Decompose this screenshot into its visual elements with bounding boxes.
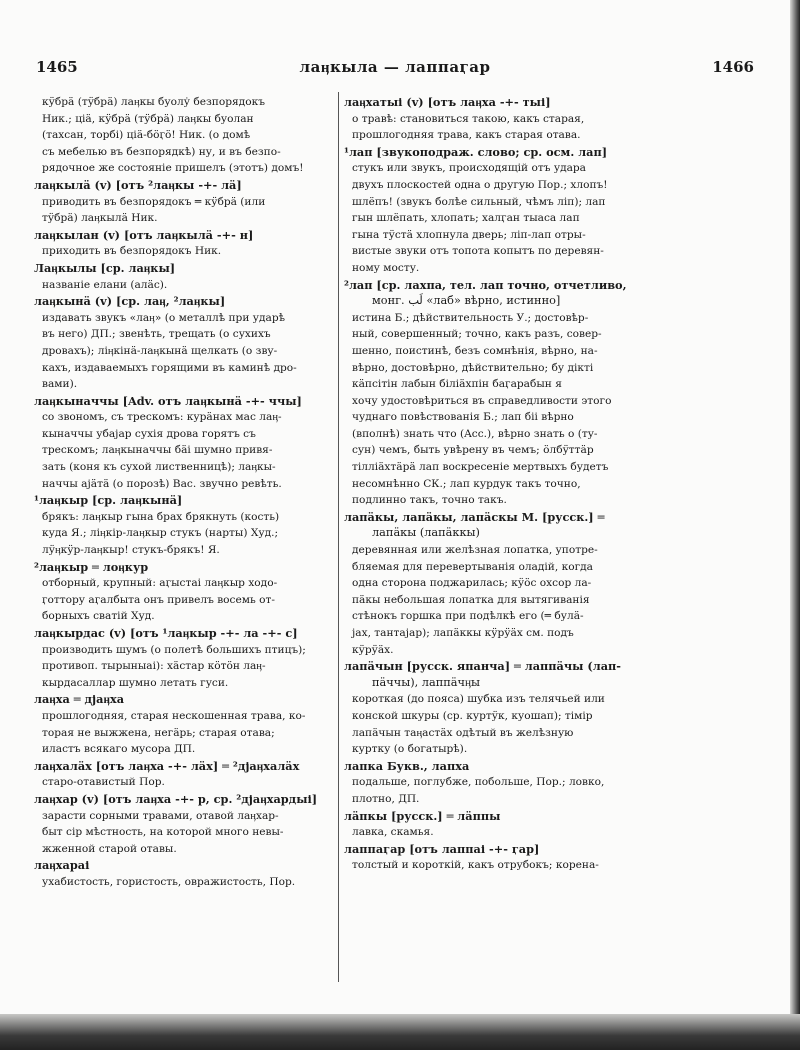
entry-text-line: ӷоттору аӷалбыта онъ привелъ восемь от- <box>42 593 275 606</box>
entry-text-line: гын шлёпать, хлопать; халӷан тыаса лап <box>352 212 580 225</box>
entry-headword: лаӊкылӓ (v) [отъ ²лаӊкы -+- лӓ] <box>34 177 242 192</box>
entry-text-line: кӱрӱӓх. <box>352 643 394 656</box>
entry-text-line: пӓччы), лаппӓчӊы <box>372 675 480 689</box>
entry-text-line: въ него) ДП.; звенѣть, трещать (о сухихъ <box>42 328 271 341</box>
entry-headword: ¹лап [звукоподраж. слово; ср. осм. лап] <box>344 144 608 159</box>
entry-text-line: сун) чемъ, быть увѣрену въ чемъ; ӧлбӱттӓр <box>352 444 594 457</box>
entry-headword: лаӊхалӓх [отъ лаӊха -+- лӓх] ═ ²дјаӊхалӓх <box>34 758 300 773</box>
entry-text-line: со звономъ, съ трескомъ: курӓнах мас лаӊ- <box>42 411 282 424</box>
entry-text-line: лавка, скамья. <box>352 826 434 839</box>
entry-text-line: съ мебелью въ безпорядкѣ) ну, и въ безпо- <box>42 145 281 158</box>
entry-text-line: одна сторона поджарилась; кӱӧс охсор ла- <box>352 577 592 590</box>
entry-headword: Лаӊкылы [ср. лаӊкы] <box>34 260 176 275</box>
entry-text-line: торая не выжжена, негӓрь; старая отава; <box>42 726 275 739</box>
entry-text-line: кырдасаллар шумно летать гуси. <box>42 676 229 689</box>
entry-headword: лӓпкы [русск.] ═ лӓппы <box>344 808 501 823</box>
right-column <box>344 94 634 874</box>
entry-text-line: стѣнокъ горшка при подѣлкѣ его (═ булӓ- <box>352 610 584 623</box>
entry-text-line: кыначчы убајар сухія дрова горятъ съ <box>42 427 256 440</box>
entry-headword: лаӊкырдас (v) [отъ ¹лаӊкыр -+- ла -+- с] <box>34 626 298 640</box>
entry-text-line: подальше, поглубже, побольше, Пор.; ловко, <box>352 776 605 789</box>
page-header <box>36 58 754 80</box>
entry-headword: лапӓчын [русск. япанча] ═ лаппӓчы (лап- <box>344 659 621 674</box>
entry-text-line: кӓпсітін лабын біліӓхпін баӷарабын я <box>352 378 562 391</box>
entry-headword: ¹лаӊкыр [ср. лаӊкынӓ] <box>34 493 183 508</box>
entry-text-line: приводить въ безпорядокъ ═ кӱбрӓ (или <box>42 195 266 208</box>
entry-text-line: пӓкы небольшая лопатка для вытягиванія <box>352 593 590 606</box>
entry-text-line: кахъ, издаваемыхъ горящими въ каминѣ дро- <box>42 361 297 374</box>
entry-text-line: бляемая для перевертыванія оладій, когда <box>352 560 593 573</box>
entry-headword: лаӊхараі <box>34 858 90 873</box>
entry-text-line: шенно, поистинѣ, безъ сомнѣнія, вѣрно, на- <box>352 344 598 357</box>
entry-text-line: кӱбрӓ (тӱбрӓ) лаӊкы буолу̇ безпорядокъ <box>42 96 265 108</box>
entry-headword: лапка Букв., лапха <box>344 758 470 773</box>
entry-text-line: подлинно такъ, точно такъ. <box>352 494 507 507</box>
entry-text-line: лапӓкы (лапӓккы) <box>372 526 480 540</box>
entry-text-line: ный, совершенный; точно, какъ разъ, совер- <box>352 328 602 341</box>
entry-text-line: брякъ: лаӊкыр гына брах брякнуть (кость) <box>42 510 280 523</box>
entry-text-line: иластъ всякаго мусора ДП. <box>42 743 196 756</box>
entry-text-line: јах, тантајар); лапӓккы кӱрӱӓх см. подъ <box>352 627 574 639</box>
left-column <box>34 94 332 891</box>
entry-text-line: прошлогодняя трава, какъ старая отава. <box>352 129 581 142</box>
page-edge-shadow-bottom <box>0 1014 800 1050</box>
entry-text-line: зать (коня къ сухой лиственницѣ); лаӊкы- <box>42 461 276 474</box>
column-divider <box>338 92 339 982</box>
entry-text-line: ному мосту. <box>352 261 420 274</box>
entry-text-line: куда Я.; ліӊкір-лаӊкыр стукъ (нарты) Худ.; <box>42 527 279 540</box>
entry-text-line: рядочное же состояніе пришелъ (этотъ) домъ! <box>42 162 304 175</box>
entry-headword: лаӊхатыі (v) [отъ лаӊха -+- тыі] <box>344 95 551 109</box>
running-title: лаӊкыла — лаппаӷар <box>299 58 491 76</box>
entry-text-line: ухабистость, гористость, овражистость, Пор. <box>42 875 296 888</box>
entry-text-line: вистые звуки отъ топота копытъ по деревян- <box>352 245 604 258</box>
entry-text-line: несомнѣнно СК.; лап курдук такъ точно, <box>352 477 581 490</box>
entry-text-line: производить шумъ (о полетѣ большихъ птицъ); <box>42 643 306 656</box>
entry-text-line: зарасти сорными травами, отавой лаӊхар- <box>42 809 279 822</box>
entry-text-line: хочу удостовѣриться въ справедливости этого <box>352 394 612 407</box>
entry-text-line: быт сір мѣстность, на которой много невы- <box>42 826 284 839</box>
entry-text-line: короткая (до пояса) шубка изъ телячьей или <box>352 693 605 706</box>
entry-headword: ²лап [ср. лахпа, тел. лап точно, отчетливо, <box>344 277 627 292</box>
entry-text-line: монг. لَب «лаб» вѣрно, истинно] <box>372 294 561 308</box>
entry-text-line: Ник.; ціӓ, кӱбрӓ (тӱбрӓ) лаӊкы буолан <box>42 112 254 125</box>
entry-text-line: издавать звукъ «лаӊ» (о металлѣ при ударѣ <box>42 311 285 324</box>
entry-text-line: куртку (о богатырѣ). <box>352 743 468 756</box>
entry-text-line: названіе елани (алӓс). <box>42 278 168 291</box>
entry-text-line: о травѣ: становиться такою, какъ старая, <box>352 112 585 125</box>
page-number-left: 1465 <box>36 58 78 76</box>
entry-text-line: борныхъ сватій Худ. <box>42 610 155 623</box>
entry-text-line: истина Б.; дѣйствительность У.; достовѣр- <box>352 311 589 324</box>
entry-text-line: дровахъ); ліӊкінӓ-лаӊкынӓ щелкать (о зву- <box>42 344 278 357</box>
entry-headword: лапӓкы, лапӓкы, лапӓскы М. [русск.] ═ <box>344 509 605 524</box>
entry-headword: ²лаӊкыр ═ лоӊкур <box>34 559 149 574</box>
entry-text-line: толстый и короткій, какъ отрубокъ; корена- <box>352 859 599 872</box>
entry-text-line: трескомъ; лаӊкыначчы бӓі шумно привя- <box>42 444 273 457</box>
entry-text-line: стукъ или звукъ, происходящій отъ удара <box>352 162 586 175</box>
entry-text-line: двухъ плоскостей одна о другую Пор.; хлопъ! <box>352 178 608 191</box>
entry-text-line: старо-отавистый Пор. <box>42 776 165 789</box>
page-number-right: 1466 <box>712 58 754 76</box>
entry-text-line: тӱбрӓ) лаӊкылӓ Ник. <box>42 212 158 225</box>
entry-text-line: прошлогодняя, старая нескошенная трава, ко- <box>42 709 306 722</box>
entry-text-line: конской шкуры (ср. куртӱк, куошап); тімір <box>352 709 593 722</box>
entry-text-line: (вполнѣ) знать что (Acc.), вѣрно знать о (ту- <box>352 427 598 440</box>
entry-text-line: отборный, крупный: аӷыстаі лаӊкыр ходо- <box>42 577 278 590</box>
entry-text-line: вами). <box>42 378 78 391</box>
entry-headword: лаӊхар (v) [отъ лаӊха -+- р, ср. ²дјаӊхардыі] <box>34 791 318 806</box>
page-edge-shadow-right <box>790 0 800 1014</box>
entry-text-line: противоп. тырыныаі): хӓстар кӧтӧн лаӊ- <box>42 660 266 673</box>
entry-text-line: шлёпъ! (звукъ болѣе сильный, чѣмъ ліп); лап <box>352 195 606 208</box>
entry-headword: лаппаӷар [отъ лаппаі -+- ӷар] <box>344 841 540 856</box>
entry-text-line: лапӓчын таӊастӓх одѣтый въ желѣзную <box>352 726 574 739</box>
entry-text-line: наччы ајӓтӓ (о порозѣ) Вас. звучно ревѣть. <box>42 477 282 490</box>
entry-text-line: деревянная или желѣзная лопатка, употре- <box>352 544 598 557</box>
entry-text-line: жженной старой отавы. <box>42 842 177 855</box>
entry-headword: лаӊкынӓ (v) [ср. лаӊ, ²лаӊкы] <box>34 294 226 309</box>
entry-headword: лаӊха ═ дјаӊха <box>34 692 125 707</box>
entry-text-line: (тахсан, торбі) ціӓ-бӧӷӧ! Ник. (о домѣ <box>42 129 251 142</box>
entry-headword: лаӊкылан (v) [отъ лаӊкылӓ -+- н] <box>34 227 254 242</box>
entry-text-line: гына тӱстӓ хлопнула дверь; ліп-лап отры- <box>352 228 586 241</box>
entry-text-line: плотно, ДП. <box>352 792 420 805</box>
entry-text-line: тілліӓхтӓрӓ лап воскресеніе мертвыхъ будетъ <box>352 461 609 474</box>
entry-text-line: приходить въ безпорядокъ Ник. <box>42 245 222 258</box>
entry-headword: лаӊкыначчы [Adv. отъ лаӊкынӓ -+- ччы] <box>34 393 302 408</box>
entry-text-line: лӱӊкӱр-лаӊкыр! стукъ-брякъ! Я. <box>42 544 220 557</box>
entry-text-line: чуднаго повѣствованія Б.; лап біі вѣрно <box>352 411 574 424</box>
entry-text-line: вѣрно, достовѣрно, дѣйствительно; бу дікті <box>352 361 594 374</box>
